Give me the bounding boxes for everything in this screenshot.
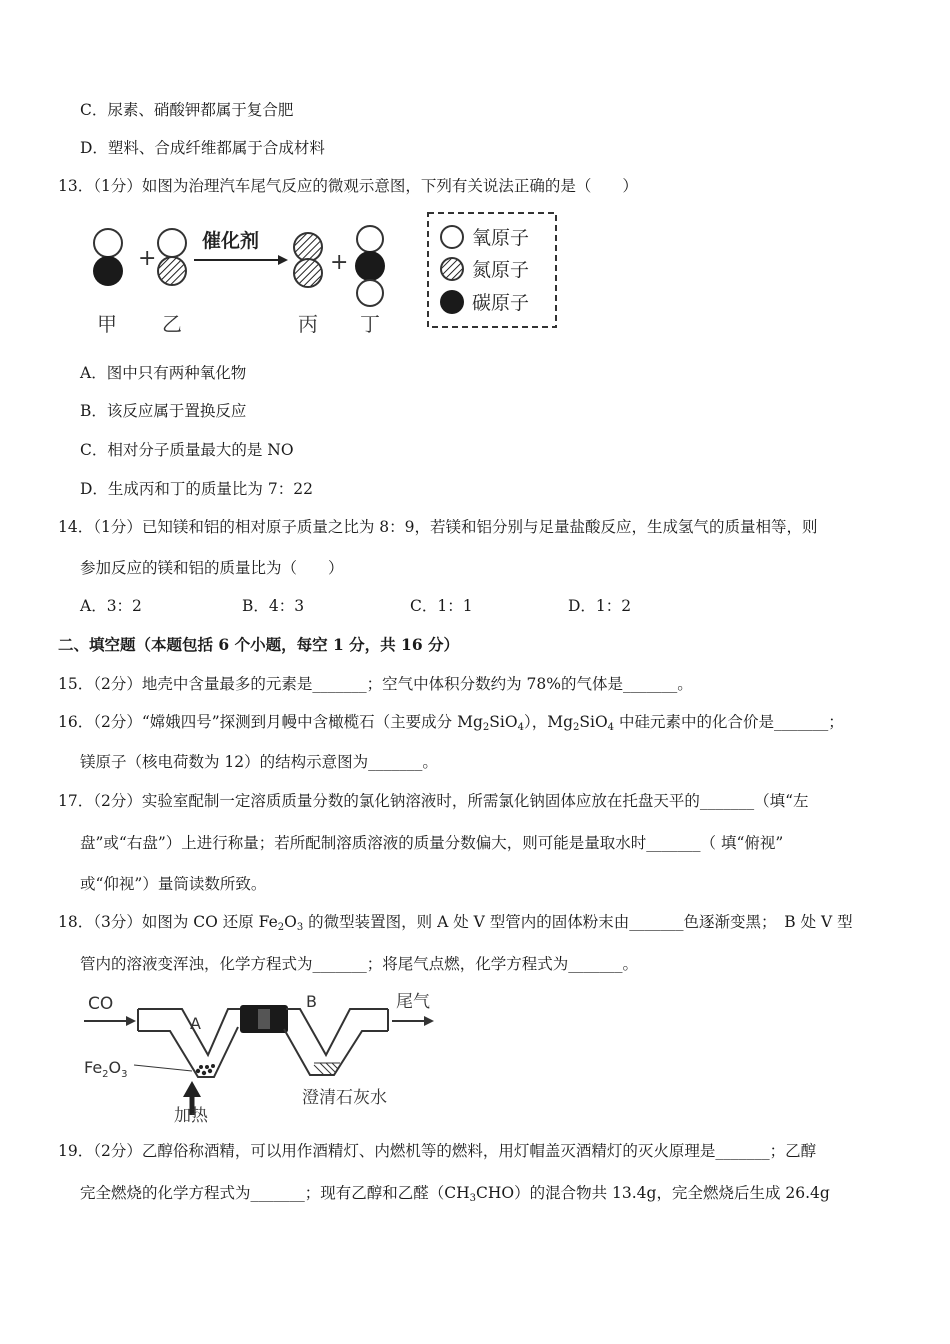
q17-line2: 盘”或“右盘”）上进行称量；若所配制溶质溶液的质量分数偏大，则可能是量取水时_______（ 填“俯视” bbox=[80, 834, 784, 852]
plus-sign-1: + bbox=[138, 246, 157, 271]
q13-reaction-diagram bbox=[80, 205, 570, 340]
q12-option-c: C．尿素、硝酸钾都属于复合肥 bbox=[80, 101, 294, 119]
q18-part3: 的微型装置图，则 A 处 V 型管内的固体粉末由_______色逐渐变黑； B 处 V 型 bbox=[303, 913, 853, 931]
q16-sub4: 4 bbox=[607, 722, 615, 733]
molecule-yi bbox=[158, 229, 186, 285]
q17-line1: 17．（2分）实验室配制一定溶质质量分数的氯化钠溶液时，所需氯化钠固体应放在托盘天平的_______（填“左 bbox=[58, 792, 809, 810]
q16-line2: 镁原子（核电荷数为 12）的结构示意图为_______。 bbox=[80, 753, 438, 771]
q16-part4: SiO bbox=[579, 713, 608, 731]
molecule-jia bbox=[93, 229, 123, 286]
q14-stem-line2: 参加反应的镁和铝的质量比为（ ） bbox=[80, 559, 344, 577]
fe2o3-powder bbox=[196, 1064, 215, 1075]
label-jia: 甲 bbox=[97, 312, 117, 336]
heat-label: 加热 bbox=[174, 1106, 208, 1125]
section-title: 二、填空题（本题包括 6 个小题，每空 1 分，共 16 分） bbox=[58, 635, 460, 654]
q16-sub1: 2 bbox=[482, 722, 490, 733]
q14-option-d: D．1：2 bbox=[568, 597, 632, 615]
q14-option-b: B．4：3 bbox=[242, 597, 305, 615]
q16-sub3: 2 bbox=[573, 722, 580, 733]
molecule-ding bbox=[355, 226, 385, 306]
q14-option-c: C．1：1 bbox=[410, 597, 473, 615]
q18-line2: 管内的溶液变浑浊，化学方程式为_______；将尾气点燃，化学方程式为_______。 bbox=[80, 955, 639, 973]
q18-sub1: 2 bbox=[277, 922, 285, 933]
fe2o3-pointer bbox=[134, 1065, 192, 1071]
q16-sub2: 4 bbox=[517, 722, 524, 733]
plus-sign-2: + bbox=[330, 250, 349, 275]
q16-part2: SiO bbox=[489, 713, 518, 731]
q12-option-d: D．塑料、合成纤维都属于合成材料 bbox=[80, 139, 325, 157]
atom-legend bbox=[428, 213, 556, 327]
q19-part1: 完全燃烧的化学方程式为_______；现有乙醇和乙醛（CH bbox=[80, 1184, 470, 1202]
q16-part1: 16．（2分）“嫦娥四号”探测到月幔中含橄榄石（主要成分 Mg bbox=[58, 713, 483, 731]
q15-text: 15．（2分）地壳中含量最多的元素是_______；空气中体积分数约为 78%的气体是_______。 bbox=[58, 675, 693, 693]
q16-part5: 中硅元素中的化合价是_______； bbox=[614, 713, 844, 731]
q18-part2: O bbox=[284, 913, 297, 931]
fe2o3-label: $Fe_2O_3$ bbox=[84, 1058, 128, 1080]
q14-options bbox=[0, 595, 950, 617]
catalyst-label: 催化剂 bbox=[202, 230, 260, 252]
limewater-label: 澄清石灰水 bbox=[302, 1088, 387, 1108]
q14-stem-line1: 14．（1分）已知镁和铝的相对原子质量之比为 8：9，若镁和铝分别与足量盐酸反应，生成氢气的质量相等，则 bbox=[58, 518, 818, 536]
q17-line3: 或“仰视”）量筒读数所致。 bbox=[80, 875, 267, 893]
carbon-atom-icon bbox=[440, 290, 464, 314]
q18-line1 bbox=[58, 911, 853, 933]
tail-gas-label: 尾气 bbox=[396, 992, 430, 1012]
molecule-bing bbox=[294, 233, 322, 287]
legend-carbon: 碳原子 bbox=[472, 292, 530, 314]
q13-option-c: C．相对分子质量最大的是 NO bbox=[80, 441, 294, 459]
q18-sub2: 3 bbox=[296, 922, 304, 933]
legend-oxygen: 氧原子 bbox=[472, 227, 530, 249]
v-tube-b bbox=[284, 1009, 388, 1075]
nitrogen-atom-icon bbox=[441, 258, 463, 280]
q18-apparatus-diagram bbox=[80, 985, 450, 1125]
q19-line1: 19．（2分）乙醇俗称酒精，可以用作酒精灯、内燃机等的燃料，用灯帽盖灭酒精灯的灭火原理是_______；乙醇 bbox=[58, 1142, 817, 1160]
q16-part3: ），Mg bbox=[523, 713, 573, 731]
label-a: A bbox=[190, 1014, 201, 1033]
q19-line2 bbox=[80, 1182, 830, 1204]
legend-nitrogen: 氮原子 bbox=[472, 259, 530, 281]
oxygen-atom-icon bbox=[441, 226, 463, 248]
q13-option-b: B．该反应属于置换反应 bbox=[80, 402, 247, 420]
label-bing: 丙 bbox=[298, 312, 318, 336]
q19-sub1: 3 bbox=[469, 1193, 477, 1204]
co-label: CO bbox=[88, 994, 114, 1014]
label-yi: 乙 bbox=[162, 312, 182, 336]
rubber-connector bbox=[240, 1005, 288, 1033]
q19-part2: CHO）的混合物共 13.4g，完全燃烧后生成 26.4g bbox=[476, 1184, 830, 1202]
q14-option-a: A．3：2 bbox=[80, 597, 142, 615]
q16-line1 bbox=[58, 711, 844, 733]
label-ding: 丁 bbox=[360, 312, 380, 336]
label-b: B bbox=[306, 992, 317, 1011]
q13-stem: 13．（1分）如图为治理汽车尾气反应的微观示意图，下列有关说法正确的是（ ） bbox=[58, 177, 638, 195]
q13-option-d: D．生成丙和丁的质量比为 7：22 bbox=[80, 480, 313, 498]
q18-part1: 18．（3分）如图为 CO 还原 Fe bbox=[58, 913, 278, 931]
q13-option-a: A．图中只有两种氧化物 bbox=[80, 364, 247, 382]
